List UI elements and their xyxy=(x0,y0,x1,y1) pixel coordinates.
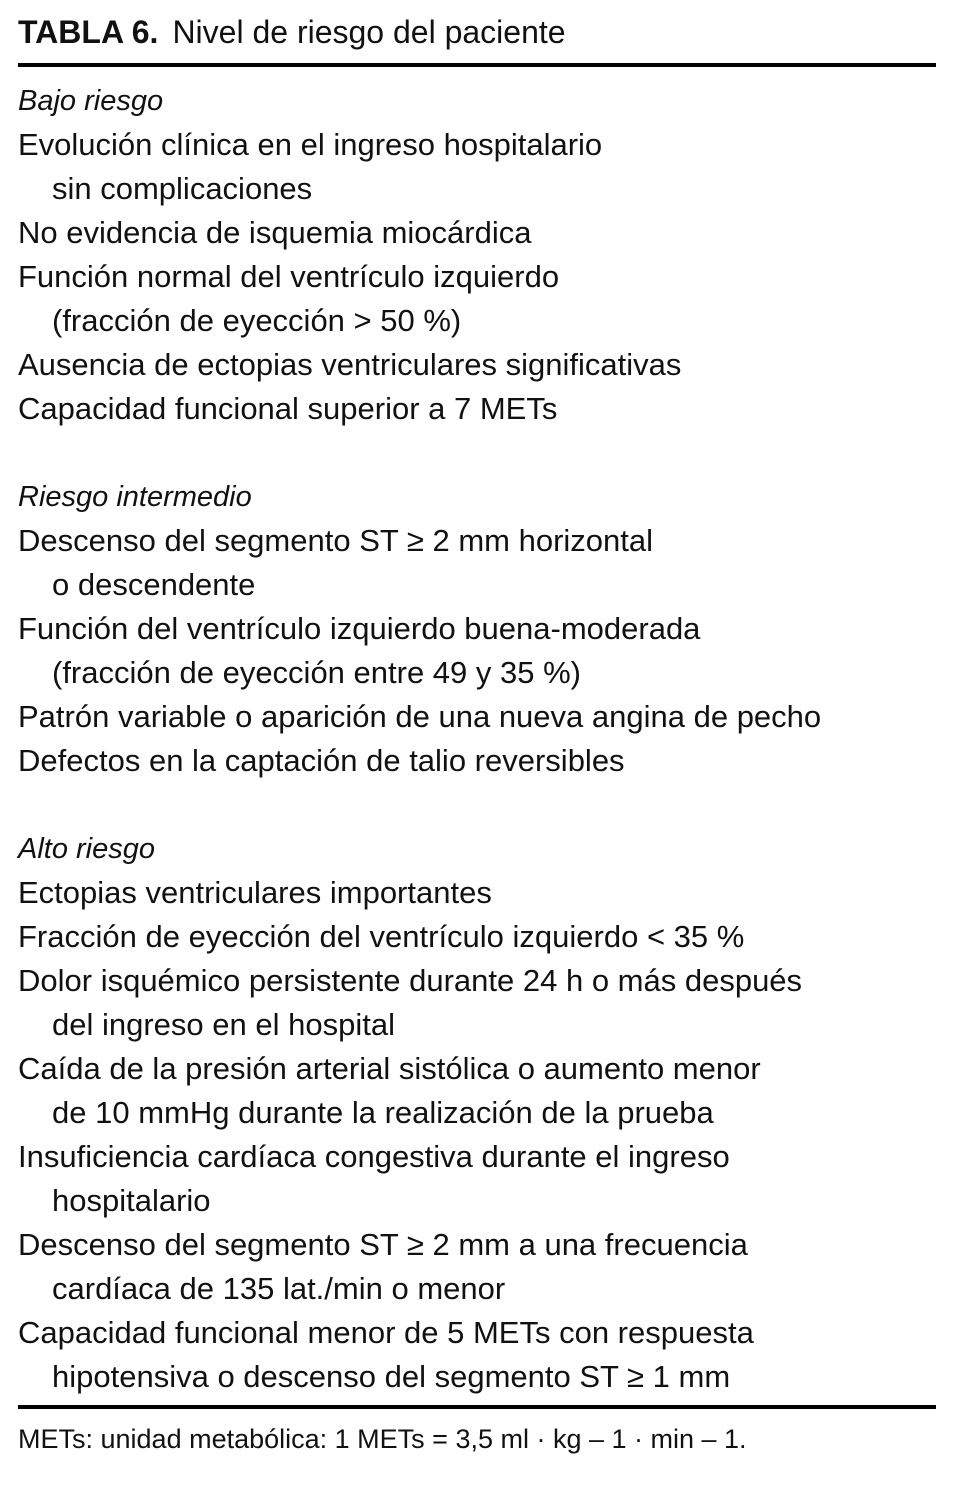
section-heading: Riesgo intermedio xyxy=(18,481,252,513)
section-gap xyxy=(18,431,936,475)
table-document xyxy=(18,10,936,1459)
criteria-item-continuation: o descendente xyxy=(52,567,256,602)
criteria-item xyxy=(18,1135,936,1223)
criteria-item xyxy=(18,959,936,1047)
section-heading: Bajo riesgo xyxy=(18,85,164,117)
criteria-item-text: Función normal del ventrículo izquierdo xyxy=(18,259,560,294)
criteria-item xyxy=(18,1047,936,1135)
criteria-item-text: Descenso del segmento ST ≥ 2 mm horizontal xyxy=(18,523,654,558)
criteria-item xyxy=(18,739,936,783)
criteria-item xyxy=(18,915,936,959)
section-gap xyxy=(18,783,936,827)
criteria-item xyxy=(18,1311,936,1399)
criteria-item-text: Capacidad funcional superior a 7 METs xyxy=(18,391,558,426)
criteria-item-text: Descenso del segmento ST ≥ 2 mm a una frecuencia xyxy=(18,1227,748,1262)
criteria-item-continuation: del ingreso en el hospital xyxy=(52,1007,395,1042)
table-body xyxy=(18,67,936,1399)
criteria-item xyxy=(18,695,936,739)
criteria-item-text: Ausencia de ectopias ventriculares significativas xyxy=(18,347,682,382)
criteria-item-continuation: de 10 mmHg durante la realización de la prueba xyxy=(52,1095,714,1130)
criteria-item xyxy=(18,255,936,343)
criteria-item-continuation: hipotensiva o descenso del segmento ST ≥ 1 mm xyxy=(52,1359,731,1394)
criteria-item xyxy=(18,123,936,211)
criteria-item-continuation: (fracción de eyección > 50 %) xyxy=(52,303,462,338)
table-title: Nivel de riesgo del paciente xyxy=(172,14,566,50)
criteria-item-text: Patrón variable o aparición de una nueva angina de pecho xyxy=(18,699,822,734)
criteria-item xyxy=(18,607,936,695)
criteria-item-text: Ectopias ventriculares importantes xyxy=(18,875,492,910)
table-number: TABLA 6. xyxy=(18,14,159,50)
criteria-item-text: Defectos en la captación de talio reversibles xyxy=(18,743,625,778)
section-heading: Alto riesgo xyxy=(18,833,156,865)
criteria-item-text: Función del ventrículo izquierdo buena-moderada xyxy=(18,611,701,646)
table-title-row xyxy=(18,10,936,54)
criteria-item-text: No evidencia de isquemia miocárdica xyxy=(18,215,532,250)
criteria-item-continuation: hospitalario xyxy=(52,1183,211,1218)
criteria-item xyxy=(18,343,936,387)
bottom-rule xyxy=(18,1405,936,1409)
criteria-item-text: Insuficiencia cardíaca congestiva durante el ingreso xyxy=(18,1139,730,1174)
criteria-item-continuation: (fracción de eyección entre 49 y 35 %) xyxy=(52,655,581,690)
criteria-item xyxy=(18,387,936,431)
criteria-item xyxy=(18,871,936,915)
criteria-item-continuation: cardíaca de 135 lat./min o menor xyxy=(52,1271,506,1306)
criteria-item xyxy=(18,211,936,255)
criteria-item-continuation: sin complicaciones xyxy=(52,171,313,206)
criteria-item xyxy=(18,1223,936,1311)
criteria-item-text: Fracción de eyección del ventrículo izquierdo < 35 % xyxy=(18,919,745,954)
criteria-item-text: Caída de la presión arterial sistólica o aumento menor xyxy=(18,1051,761,1086)
criteria-item-text: Dolor isquémico persistente durante 24 h o más después xyxy=(18,963,803,998)
criteria-item-text: Evolución clínica en el ingreso hospitalario xyxy=(18,127,603,162)
criteria-item xyxy=(18,519,936,607)
criteria-item-text: Capacidad funcional menor de 5 METs con respuesta xyxy=(18,1315,754,1350)
table-footnote: METs: unidad metabólica: 1 METs = 3,5 ml · kg – 1 · min – 1. xyxy=(18,1424,747,1454)
